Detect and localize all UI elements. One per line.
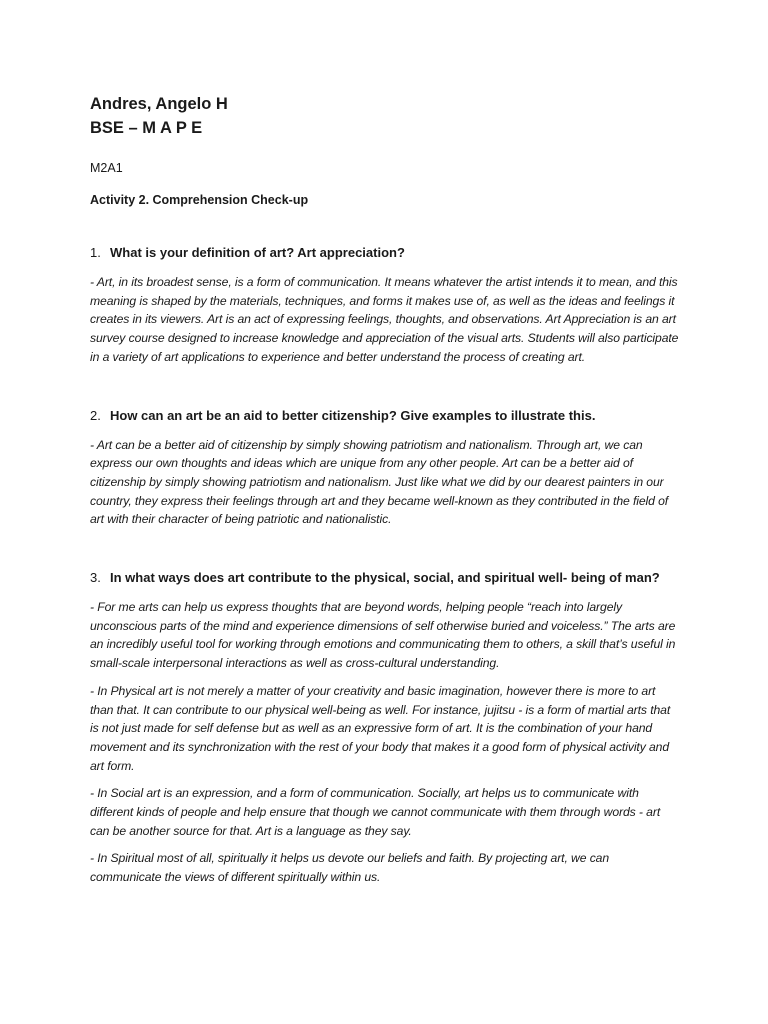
course-code: BSE – M A P E bbox=[90, 119, 203, 137]
question-text: In what ways does art contribute to the physical, social, and spiritual well- being of man? bbox=[110, 570, 660, 586]
answer-paragraph-spiritual: - In Spiritual most of all, spiritually it helps us devote our beliefs and faith. By projecting art, we can communicate the views of different spiritually within us. bbox=[90, 851, 610, 885]
document-page bbox=[90, 92, 680, 887]
answer-paragraph-physical: - In Physical art is not merely a matter of your creativity and basic imagination, however there is more to art than that. It can contribute to our physical well-being as well. For instance, jujitsu - is a form of martial arts that is not just made for self defense but as well as an expressive form of art. It is the combination of your hand movement and its synchronization with the rest of your body that makes it a good form of physical activity and art form. bbox=[90, 683, 671, 773]
question-1 bbox=[90, 244, 680, 261]
question-text: What is your definition of art? Art appreciation? bbox=[110, 245, 405, 260]
answer-paragraph: - Art can be a better aid of citizenship by simply showing patriotism and nationalism. Through art, we can express our own thoughts and ideas which are unique from any other people. Art can be a better aid of citizenship by simply showing patriotism and nationalism. Just like what we did by our dearest painters in our country, they express their feelings through art and they became well-known as they contributed in the field of art with their character of being patriotic and nationalistic. bbox=[90, 437, 669, 527]
question-3 bbox=[90, 569, 680, 586]
question-2 bbox=[90, 407, 680, 424]
author-name: Andres, Angelo H bbox=[90, 95, 228, 113]
answer-paragraph-social: - In Social art is an expression, and a form of communication. Socially, art helps us to communicate with different kinds of people and help ensure that though we cannot communicate with them through words - art can be another source for that. Art is a language as they say. bbox=[90, 786, 661, 838]
question-number: 2. bbox=[90, 407, 101, 423]
question-number: 3. bbox=[90, 570, 101, 586]
answer-paragraph: - Art, in its broadest sense, is a form of communication. It means whatever the artist intends it to mean, and this meaning is shaped by the materials, techniques, and forms it makes use of, as well as the ideas and feelings it creates in its viewers. Art is an act of expressing feelings, thoughts, and observations. Art Appreciation is an art survey course designed to increase knowledge and appreciation of the visual arts. Students will also participate in a variety of art applications to experience and better understand the process of creating art. bbox=[90, 275, 679, 364]
module-code: M2A1 bbox=[90, 161, 123, 175]
question-number: 1. bbox=[90, 245, 101, 260]
activity-title: Activity 2. Comprehension Check-up bbox=[90, 193, 309, 207]
question-text: How can an art be an aid to better citizenship? Give examples to illustrate this. bbox=[110, 407, 596, 423]
answer-paragraph: - For me arts can help us express thoughts that are beyond words, helping people “reach into largely unconscious parts of the mind and experience dimensions of self otherwise buried and voiceless.” The arts are an incredibly useful tool for working through emotions and communicating them to others, a skill that’s useful in small-scale interpersonal interactions as well as cross-cultural understanding. bbox=[90, 600, 676, 671]
